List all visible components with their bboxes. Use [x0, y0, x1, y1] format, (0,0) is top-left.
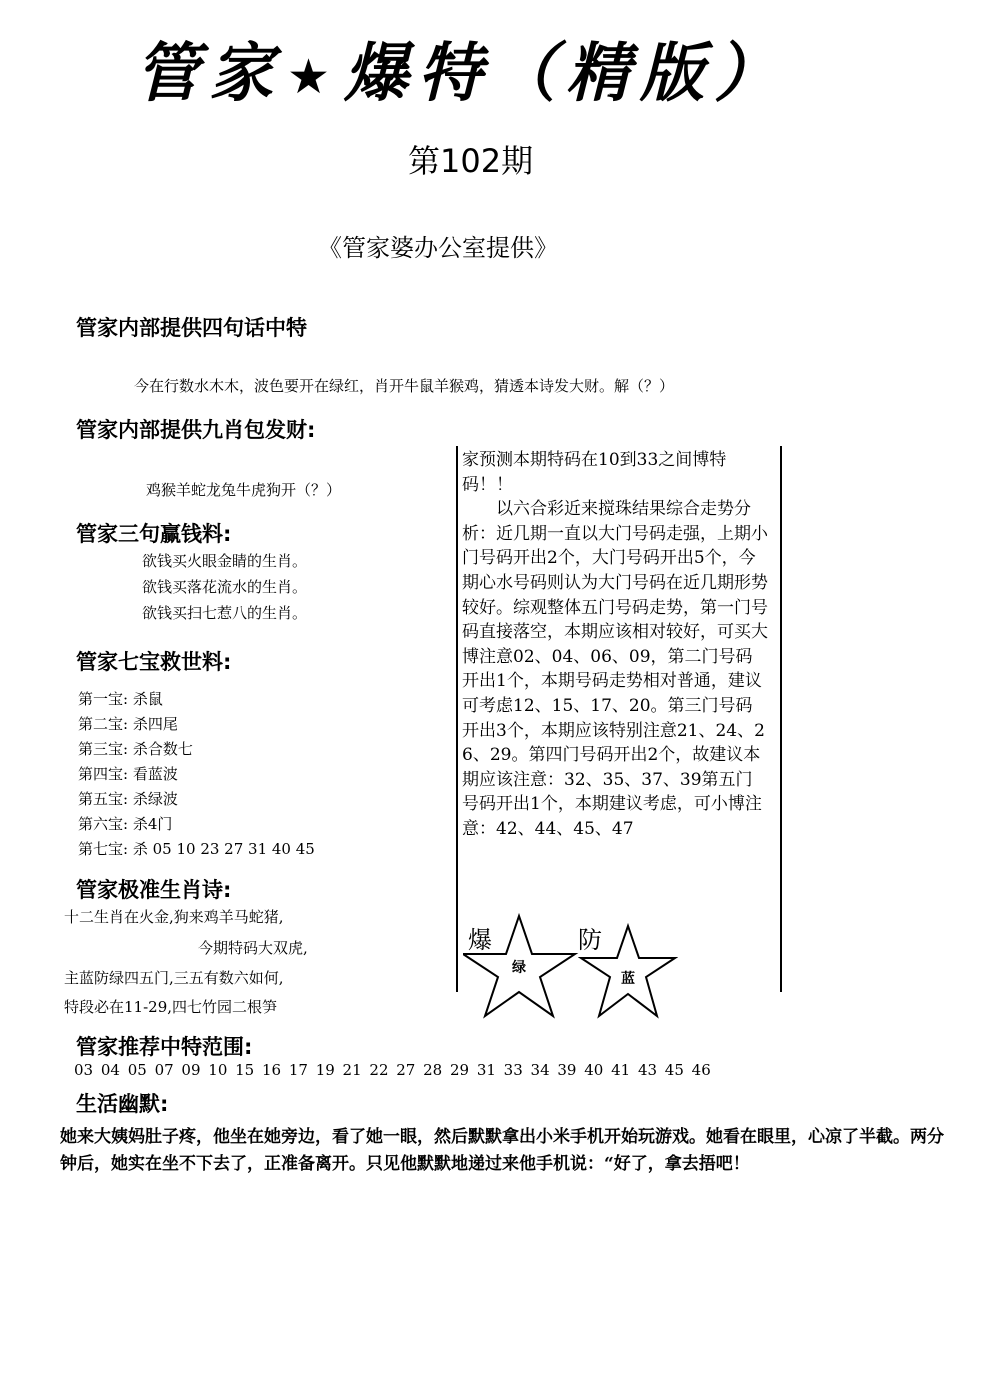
humor-heading: 生活幽默:: [76, 1092, 169, 1116]
treasure-item: [78, 738, 193, 759]
four-lines-text: 今在行数水木木，波色要开在绿红，肖开牛鼠羊猴鸡，猜透本诗发大财。解（？）: [134, 377, 675, 395]
treasure-item: [78, 688, 163, 709]
analysis-paragraph: 家预测本期特码在10到33之间博特码！！: [462, 450, 727, 495]
three-lines-line: 欲钱买火眼金睛的生肖。: [142, 552, 308, 570]
treasure-label: 第五宝:: [78, 790, 129, 808]
star-icon: ★: [287, 49, 341, 106]
treasure-item: [78, 813, 172, 834]
four-lines-heading: 管家内部提供四句话中特: [76, 316, 307, 340]
treasure-value: 杀四尾: [132, 715, 178, 733]
nine-zodiac-heading: 管家内部提供九肖包发财:: [76, 418, 316, 442]
humor-text: 她来大姨妈肚子疼，他坐在她旁边，看了她一眼，然后默默拿出小米手机开始玩游戏。她看在眼里，心凉了半截。两分钟后，她实在坐不下去了，正准备离开。只见他默默地递过来他手机说：“好了，拿去捂吧！: [60, 1127, 944, 1174]
three-lines-line: 欲钱买落花流水的生肖。: [142, 578, 308, 596]
poem-line: 今期特码大双虎,: [198, 939, 308, 957]
poem-line: 主蓝防绿四五门,三五有数六如何,: [64, 969, 284, 987]
treasure-value: 看蓝波: [132, 765, 178, 783]
treasure-value: 杀绿波: [132, 790, 178, 808]
treasure-value: 杀4门: [132, 815, 173, 833]
treasure-value: 杀 05 10 23 27 31 40 45: [132, 840, 315, 858]
treasure-label: 第三宝:: [78, 740, 129, 758]
title-right: 爆特（精版）: [344, 37, 789, 111]
poem-line: 特段必在11-29,四七竹园二根笋: [64, 998, 278, 1016]
provider-line: 《管家婆办公室提供》: [318, 234, 558, 262]
emblem-right-word: 防: [578, 926, 602, 954]
issue-number: 第102期: [408, 142, 534, 180]
left-star-label: 绿: [512, 960, 526, 976]
treasure-item: [78, 788, 178, 809]
treasure-item: [78, 713, 178, 734]
main-title: [135, 22, 788, 114]
range-heading: 管家推荐中特范围:: [76, 1035, 253, 1059]
emblem-left-word: 爆: [468, 926, 492, 954]
treasure-label: 第六宝:: [78, 815, 129, 833]
analysis-paragraph: 以六合彩近来搅珠结果综合走势分析：近几期一直以大门号码走强，上期小门号码开出2个，大门号码开出5个，今期心水号码则认为大门号码在近几期形势较好。综观整体五门号码走势，第一门号码直接落空，本期应该相对较好，可买大博注意02、04、06、09，第二门号码开出1个，本期号码走势相对普通，建议可考虑12、15、17、20。第三门号码开出3个，本期应该特别注意21、24、26、29。第四门号码开出2个，故建议本期应该注意：32、35、37、39第五门号码开出1个，本期建议考虑，可小博注意：42、44、45、47: [462, 499, 768, 839]
title-left: 管家: [135, 37, 283, 111]
poem-line: 十二生肖在火金,狗来鸡羊马蛇猪,: [64, 908, 284, 926]
treasure-item: [78, 763, 178, 784]
treasure-value: 杀鼠: [132, 690, 163, 708]
analysis-text: [462, 448, 768, 842]
treasure-label: 第一宝:: [78, 690, 129, 708]
three-lines-line: 欲钱买扫七惹八的生肖。: [142, 604, 308, 622]
right-star-label: 蓝: [621, 971, 635, 987]
poem-heading: 管家极准生肖诗:: [76, 878, 232, 902]
treasure-label: 第四宝:: [78, 765, 129, 783]
treasure-item: [78, 838, 315, 859]
treasure-value: 杀合数七: [132, 740, 193, 758]
nine-zodiac-text: 鸡猴羊蛇龙兔牛虎狗开（？）: [146, 481, 342, 499]
range-numbers: 03 04 05 07 09 10 15 16 17 19 21 22 27 28 29 31 33 34 39 40 41 43 45 46: [74, 1061, 711, 1079]
three-lines-heading: 管家三句赢钱料:: [76, 522, 232, 546]
treasure-label: 第二宝:: [78, 715, 129, 733]
seven-treasures-heading: 管家七宝救世料:: [76, 650, 232, 674]
treasure-label: 第七宝:: [78, 840, 129, 858]
